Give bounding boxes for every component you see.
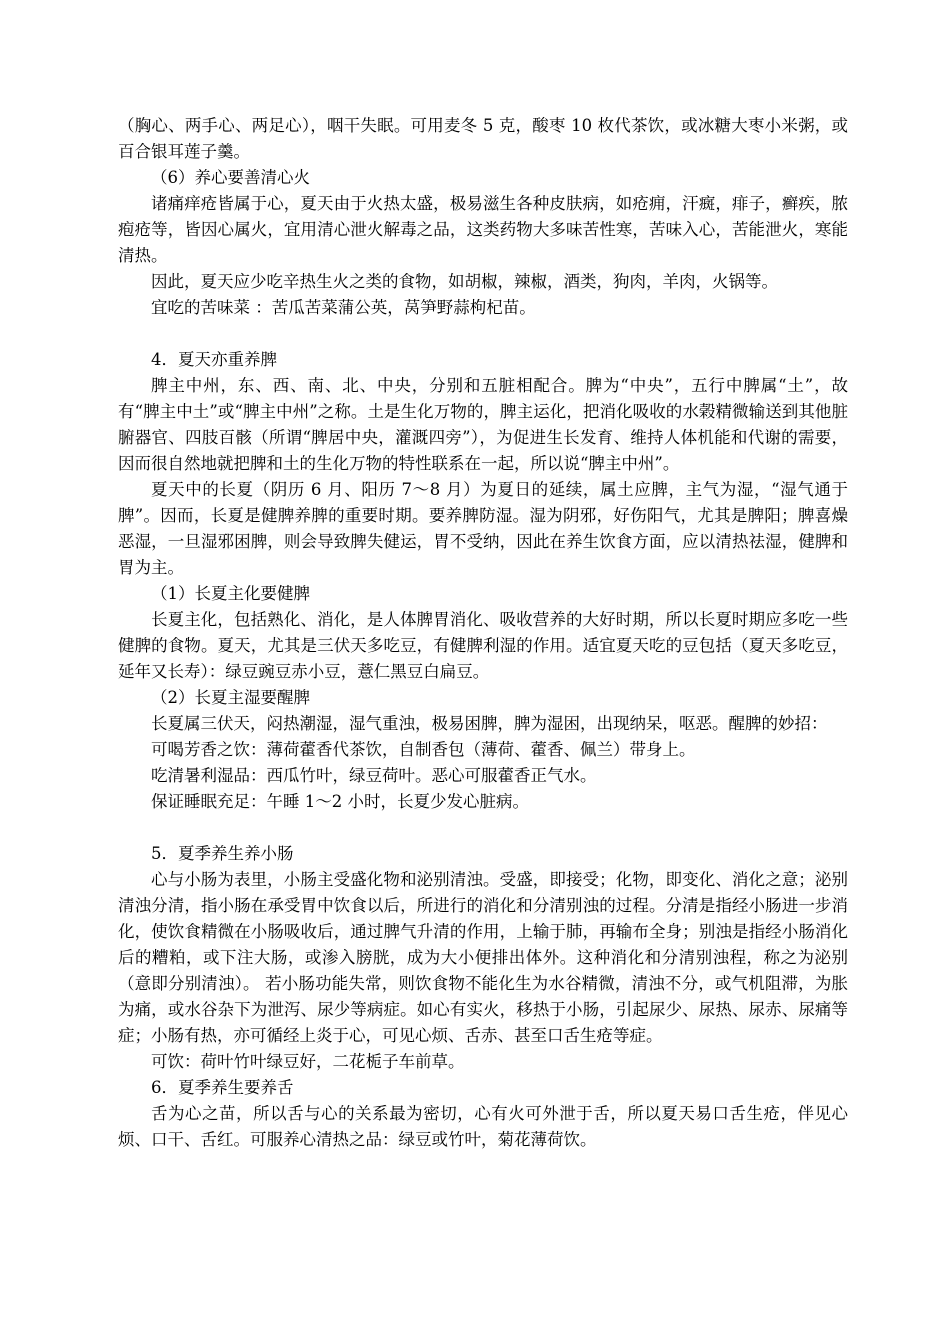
paragraph: 可喝芳香之饮：薄荷藿香代茶饮，自制香包（薄荷、藿香、佩兰）带身上。 [151, 740, 696, 759]
section-heading: 6．夏季养生要养舌 [151, 1078, 294, 1097]
paragraph: 舌为心之苗，所以舌与心的关系最为密切，心有火可外泄于舌，所以夏天易口舌生疮，伴见心烦、口干、舌红。可服养心清热之品：绿豆或竹叶，菊花薄荷饮。 [118, 1104, 848, 1149]
paragraph: 吃清暑利湿品：西瓜竹叶，绿豆荷叶。恶心可服藿香正气水。 [151, 766, 597, 785]
subsection-heading: （6）养心要善清心火 [151, 168, 310, 187]
paragraph: 可饮：荷叶竹叶绿豆好，二花栀子车前草。 [151, 1052, 465, 1071]
subsection-heading: （1）长夏主化要健脾 [151, 584, 310, 603]
paragraph: （胸心、两手心、两足心），咽干失眠。可用麦冬 5 克，酸枣 10 枚代茶饮，或冰糖大枣小米粥，或百合银耳莲子羹。 [118, 116, 848, 161]
paragraph: 长夏主化，包括熟化、消化，是人体脾胃消化、吸收营养的大好时期，所以长夏时期应多吃一些健脾的食物。夏天，尤其是三伏天多吃豆，有健脾利湿的作用。适宜夏天吃的豆包括（夏天多吃豆，延年又长寿）：绿豆豌豆赤小豆，薏仁黑豆白扁豆。 [118, 610, 848, 681]
section-heading: 5．夏季养生养小肠 [151, 844, 294, 863]
paragraph: 诸痛痒疮皆属于心，夏天由于火热太盛，极易滋生各种皮肤病，如疮痈，汗癍，痱子，癣疾，脓疱疮等，皆因心属火，宜用清心泄火解毒之品，这类药物大多味苦性寒，苦味入心，苦能泄火，寒能清热。 [118, 194, 848, 265]
paragraph: 心与小肠为表里，小肠主受盛化物和泌别清浊。受盛，即接受；化物，即变化、消化之意；泌别清浊分清，指小肠在承受胃中饮食以后，所进行的消化和分清别浊的过程。分清是指经小肠进一步消化，使饮食精微在小肠吸收后，通过脾气升清的作用，上输于肺，再输布全身；别浊是指经小肠消化后的糟粕，或下注大肠，或渗入膀胱，成为大小便排出体外。这种消化和分清别浊程，称之为泌别（意即分别清浊）。 若小肠功能失常，则饮食物不能化生为水谷精微，清浊不分，或气机阻滞，为胀为痛，或水谷杂下为泄泻、尿少等病症。如心有实火，移热于小肠，引起尿少、尿热、尿赤、尿痛等症；小肠有热，亦可循经上炎于心，可见心烦、舌赤、甚至口舌生疮等症。 [118, 870, 848, 1045]
subsection-heading: （2）长夏主湿要醒脾 [151, 688, 310, 707]
paragraph: 保证睡眠充足：午睡 1～2 小时，长夏少发心脏病。 [151, 792, 529, 811]
document-body [118, 113, 848, 1153]
section-spacer [118, 321, 848, 347]
section-heading: 4．夏天亦重养脾 [151, 350, 277, 369]
section-spacer [118, 815, 848, 841]
paragraph: 夏天中的长夏（阴历 6 月、阳历 7～8 月）为夏日的延续，属土应脾，主气为湿，“湿气通于脾”。因而，长夏是健脾养脾的重要时期。要养脾防湿。湿为阴邪，好伤阳气，尤其是脾阳；脾喜燥恶湿，一旦湿邪困脾，则会导致脾失健运，胃不受纳，因此在养生饮食方面，应以清热祛湿，健脾和胃为主。 [118, 480, 848, 577]
paragraph: 长夏属三伏天，闷热潮湿，湿气重浊，极易困脾，脾为湿困，出现纳呆，呕恶。醒脾的妙招： [151, 714, 828, 733]
paragraph: 脾主中州，东、西、南、北、中央，分别和五脏相配合。脾为“中央”，五行中脾属“土”，故有“脾主中土”或“脾主中州”之称。土是生化万物的，脾主运化，把消化吸收的水榖精微输送到其他脏腑器官、四肢百骸（所谓“脾居中央，灌溉四旁”），为促进生长发育、维持人体机能和代谢的需要，因而很自然地就把脾和土的生化万物的特性联系在一起，所以说“脾主中州”。 [118, 376, 848, 473]
paragraph: 宜吃的苦味菜 ：苦瓜苦菜蒲公英，莴笋野蒜枸杞苗。 [151, 298, 536, 317]
paragraph: 因此，夏天应少吃辛热生火之类的食物，如胡椒，辣椒，酒类，狗肉，羊肉，火锅等。 [151, 272, 778, 291]
